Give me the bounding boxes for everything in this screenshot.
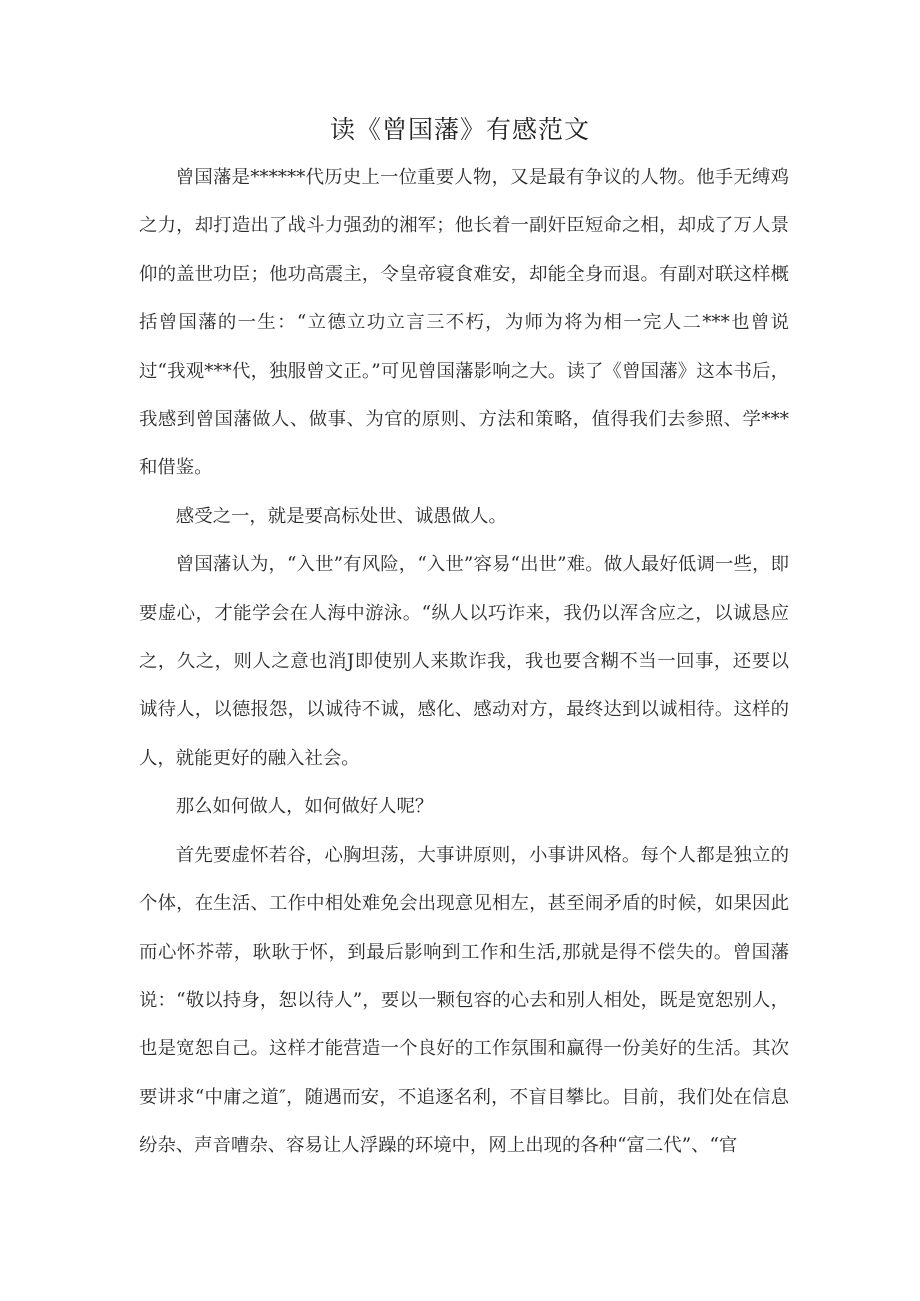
document-title: 读《曾国藩》有感范文 bbox=[329, 115, 590, 144]
paragraph-feeling-one: 感受之一，就是要高标处世、诚愚做人。 bbox=[175, 505, 507, 527]
paragraph-question: 那么如何做人，如何做好人呢？ bbox=[175, 796, 434, 818]
paragraph-intro: 曾国藩是******代历史上一位重要人物，又是最有争议的人物。他手无缚鸡之力，却打造出了战斗力强劲的湘军；他长着一副奸臣短命之相，却成了万人景仰的盖世功臣；他功高震主，令皇帝寝食难安，却能全身而退。有副对联这样概括曾国藩的一生：“立德立功立言三不朽，为师为将为相一完人二***也曾说过“我观***代，独服曾文正。”可见曾国藩影响之大。读了《曾国藩》这本书后，我感到曾国藩做人、做事、为官的原则、方法和策略，值得我们去参照、学***和借鉴。 bbox=[139, 167, 789, 479]
paragraph-how-to-be: 首先要虚怀若谷，心胸坦荡，大事讲原则，小事讲风格。每个人都是独立的个体，在生活、工作中相处难免会出现意见相左，甚至闹矛盾的时候，如果因此而心怀芥蒂，耿耿于怀，到最后影响到工作和生活,那就是得不偿失的。曾国藩说：“敬以持身，恕以待人”，要以一颗包容的心去和别人相处，既是宽恕别人，也是宽恕自己。这样才能营造一个良好的工作氛围和赢得一份美好的生活。其次要讲求“中庸之道″，随遇而安，不追逐名利，不盲目攀比。目前，我们处在信息纷杂、声音嘈杂、容易让人浮躁的环境中，网上出现的各种“富二代”、“官 bbox=[139, 844, 789, 1157]
paragraph-entering-world: 曾国藩认为，“入世”有风险，“入世”容易“出世”难。做人最好低调一些，即要虚心，才能学会在人海中游泳。“纵人以巧诈来，我仍以浑含应之，以诚恳应之，久之，则人之意也消J即使别人来欺诈我，我也要含糊不当一回事，还要以诚待人，以德报怨，以诚待不诚，感化、感动对方，最终达到以诚相待。这样的人，就能更好的融入社会。 bbox=[139, 554, 789, 769]
document-body bbox=[139, 154, 789, 1171]
